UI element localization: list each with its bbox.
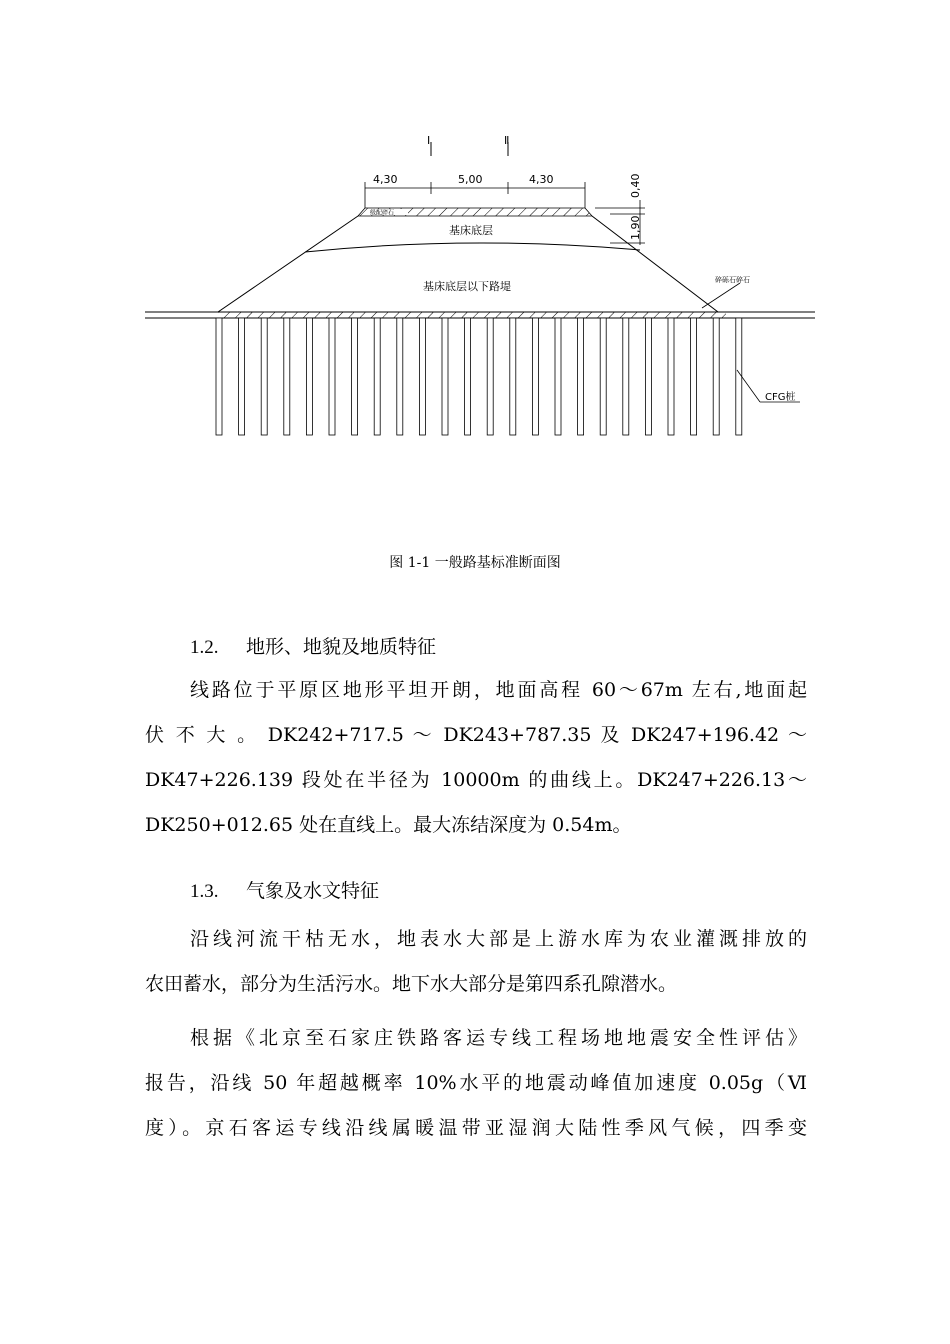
dim-right: 4,30: [529, 173, 554, 186]
section-number: 1.3.: [190, 881, 219, 902]
roadbed-cross-section-figure: [140, 130, 830, 450]
bed-label: 基床底层: [449, 224, 493, 237]
cfg-pile: [329, 318, 335, 435]
gravel-cushion: [218, 312, 726, 318]
paragraph-seismic: [145, 1016, 807, 1151]
cfg-pile: [442, 318, 448, 435]
cfg-pile: [261, 318, 267, 435]
cfg-pile: [578, 318, 584, 435]
surface-layer-label: 级配碎石: [370, 209, 395, 217]
axis-label-2: Ⅱ: [504, 134, 510, 147]
text-line: DK47+226.139 段处在半径为 10000m 的曲线上。DK247+226.13～: [145, 769, 807, 791]
gravel-leader: [702, 283, 740, 308]
cross-section-drawing: [140, 130, 830, 450]
dim-left: 4,30: [373, 173, 398, 186]
cfg-pile: [216, 318, 222, 435]
cfg-pile: [645, 318, 651, 435]
cfg-pile: [736, 318, 742, 435]
dim-side-bottom: 1,90: [629, 215, 642, 240]
embankment-label: 基床底层以下路堤: [423, 280, 511, 293]
cfg-pile: [487, 318, 493, 435]
cfg-pile: [713, 318, 719, 435]
gravel-label: 碎砾石碎石: [715, 276, 750, 284]
dim-middle: 5,00: [458, 173, 483, 186]
text-line: 伏 不 大 。 DK242+717.5 ～ DK243+787.35 及 DK247+196.42 ～: [145, 724, 807, 746]
section-title: 地形、地貌及地质特征: [246, 636, 437, 658]
cfg-pile: [510, 318, 516, 435]
cfg-pile: [239, 318, 245, 435]
paragraph-terrain: [145, 668, 807, 848]
text-line: 农田蓄水，部分为生活污水。地下水大部分是第四系孔隙潜水。: [145, 973, 678, 995]
cfg-pile: [374, 318, 380, 435]
cfg-pile: [600, 318, 606, 435]
bed-bottom-line: [305, 243, 640, 252]
text-line: 报告，沿线 50 年超越概率 10%水平的地震动峰值加速度 0.05g（Ⅵ: [145, 1072, 807, 1094]
cfg-pile: [465, 318, 471, 435]
section-heading-1-3: [190, 876, 379, 903]
text-line: 根据《北京至石家庄铁路客运专线工程场地地震安全性评估》: [190, 1027, 807, 1049]
cfg-pile: [284, 318, 290, 435]
cfg-pile: [397, 318, 403, 435]
dim-side-top: 0,40: [629, 173, 642, 198]
section-number: 1.2.: [190, 637, 219, 658]
cfg-pile: [691, 318, 697, 435]
cfg-pile: [555, 318, 561, 435]
pile-label: CFG桩: [765, 392, 796, 403]
cfg-pile: [532, 318, 538, 435]
text-line: 沿线河流干枯无水，地表水大部是上游水库为农业灌溉排放的: [190, 928, 807, 950]
cfg-pile: [623, 318, 629, 435]
paragraph-hydrology: [145, 917, 807, 1007]
figure-caption: 图 1-1 一般路基标准断面图: [389, 555, 561, 571]
cfg-pile: [668, 318, 674, 435]
cfg-pile: [306, 318, 312, 435]
section-heading-1-2: [190, 632, 436, 659]
cfg-piles: [216, 318, 742, 435]
text-line: 线路位于平原区地形平坦开朗，地面高程 60～67m 左右,地面起: [190, 679, 807, 701]
text-line: DK250+012.65 处在直线上。最大冻结深度为 0.54m。: [145, 814, 632, 836]
cfg-pile: [352, 318, 358, 435]
axis-label-1: Ⅰ: [427, 134, 431, 147]
section-title: 气象及水文特征: [246, 880, 380, 902]
text-line: 度）。京石客运专线沿线属暖温带亚湿润大陆性季风气候，四季变: [145, 1117, 807, 1139]
cfg-pile: [419, 318, 425, 435]
